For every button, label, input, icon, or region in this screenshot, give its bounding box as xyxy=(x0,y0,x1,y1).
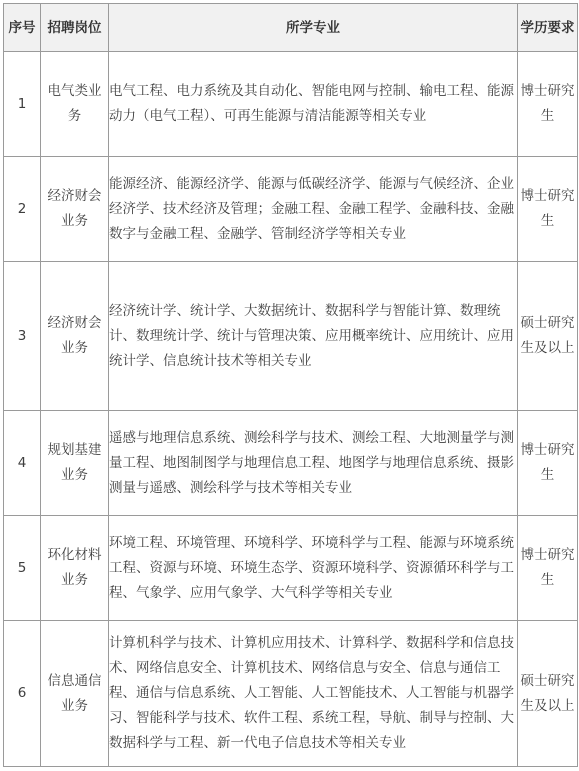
row-position: 经济财会业务 xyxy=(41,262,109,411)
row-education: 博士研究生 xyxy=(518,516,578,621)
table-row xyxy=(4,411,578,516)
header-position: 招聘岗位 xyxy=(41,4,109,52)
row-major: 遥感与地理信息系统、测绘科学与技术、测绘工程、大地测量学与测量工程、地图制图学与地理信息工程、地图学与地理信息系统、摄影测量与遥感、测绘科学与技术等相关专业 xyxy=(109,411,518,516)
table-row xyxy=(4,621,578,767)
table-row xyxy=(4,157,578,262)
row-position: 规划基建业务 xyxy=(41,411,109,516)
table-header-row xyxy=(4,4,578,52)
row-major: 电气工程、电力系统及其自动化、智能电网与控制、输电工程、能源动力（电气工程）、可再生能源与清洁能源等相关专业 xyxy=(109,52,518,157)
row-position: 电气类业务 xyxy=(41,52,109,157)
row-no: 6 xyxy=(4,621,41,767)
header-education: 学历要求 xyxy=(518,4,578,52)
header-major: 所学专业 xyxy=(109,4,518,52)
row-no: 5 xyxy=(4,516,41,621)
row-position: 信息通信业务 xyxy=(41,621,109,767)
row-education: 博士研究生 xyxy=(518,411,578,516)
table-row xyxy=(4,52,578,157)
row-no: 1 xyxy=(4,52,41,157)
header-no: 序号 xyxy=(4,4,41,52)
row-major: 经济统计学、统计学、大数据统计、数据科学与智能计算、数理统计、数理统计学、统计与管理决策、应用概率统计、应用统计、应用统计学、信息统计技术等相关专业 xyxy=(109,262,518,411)
recruitment-table xyxy=(3,3,578,767)
row-major: 计算机科学与技术、计算机应用技术、计算科学、数据科学和信息技术、网络信息安全、计算机技术、网络信息与安全、信息与通信工程、通信与信息系统、人工智能、人工智能技术、人工智能与机器学习、智能科学与技术、软件工程、系统工程，导航、制导与控制、大数据科学与工程、新一代电子信息技术等相关专业 xyxy=(109,621,518,767)
row-education: 博士研究生 xyxy=(518,157,578,262)
row-no: 3 xyxy=(4,262,41,411)
table-row xyxy=(4,516,578,621)
row-education: 硕士研究生及以上 xyxy=(518,262,578,411)
row-no: 4 xyxy=(4,411,41,516)
row-position: 经济财会业务 xyxy=(41,157,109,262)
row-education: 博士研究生 xyxy=(518,52,578,157)
row-position: 环化材料业务 xyxy=(41,516,109,621)
row-major: 能源经济、能源经济学、能源与低碳经济学、能源与气候经济、企业经济学、技术经济及管理；金融工程、金融工程学、金融科技、金融数字与金融工程、金融学、管制经济学等相关专业 xyxy=(109,157,518,262)
table-row xyxy=(4,262,578,411)
row-major: 环境工程、环境管理、环境科学、环境科学与工程、能源与环境系统工程、资源与环境、环境生态学、资源环境科学、资源循环科学与工程、气象学、应用气象学、大气科学等相关专业 xyxy=(109,516,518,621)
row-education: 硕士研究生及以上 xyxy=(518,621,578,767)
row-no: 2 xyxy=(4,157,41,262)
